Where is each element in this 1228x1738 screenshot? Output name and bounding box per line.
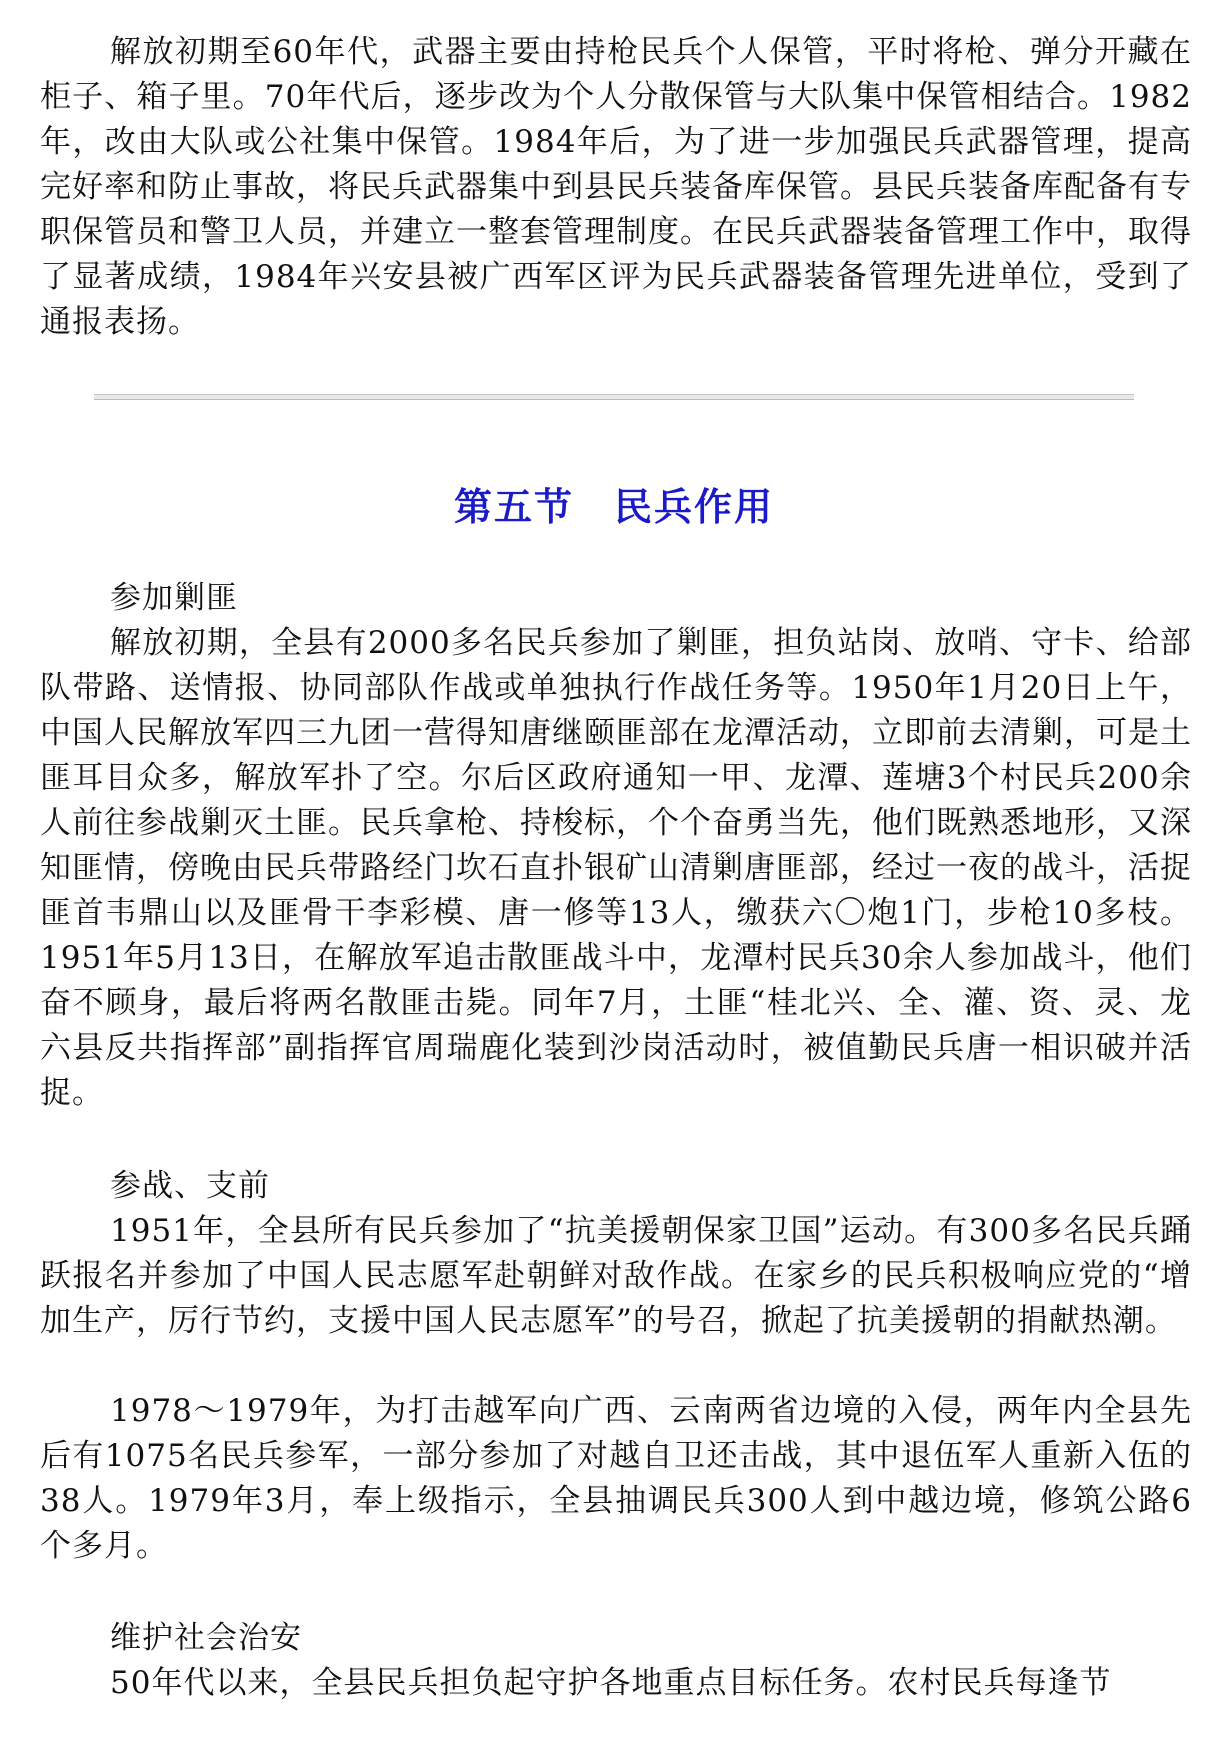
paragraph-public-security: 50年代以来，全县民兵担负起守护各地重点目标任务。农村民兵每逢节: [110, 1665, 1112, 1701]
subheading-public-security: 维护社会治安: [110, 1620, 302, 1656]
paragraph-border-war: 1978～1979年，为打击越军向广西、云南两省边境的入侵，两年内全县先后有1075名民兵参军，一部分参加了对越自卫还击战，其中退伍军人重新入伍的38人。1979年3月，奉上级指示，全县抽调民兵300人到中越边境，修筑公路6个多月。: [40, 1393, 1192, 1564]
subheading-war-support: 参战、支前: [110, 1168, 270, 1204]
paragraph-korean-war: 1951年，全县所有民兵参加了“抗美援朝保家卫国”运动。有300多名民兵踊跃报名并参加了中国人民志愿军赴朝鲜对敌作战。在家乡的民兵积极响应党的“增加生产，厉行节约，支援中国人民志愿军”的号召，掀起了抗美援朝的捐献热潮。: [40, 1213, 1192, 1339]
subheading-bandit-suppression: 参加剿匪: [110, 580, 238, 616]
section-divider: [94, 394, 1134, 400]
section-title: 第五节 民兵作用: [453, 484, 774, 529]
paragraph-bandit-suppression: 解放初期，全县有2000多名民兵参加了剿匪，担负站岗、放哨、守卡、给部队带路、送情报、协同部队作战或单独执行作战任务等。1950年1月20日上午，中国人民解放军四三九团一营得知唐继颐匪部在龙潭活动，立即前去清剿，可是土匪耳目众多，解放军扑了空。尔后区政府通知一甲、龙潭、莲塘3个村民兵200余人前往参战剿灭土匪。民兵拿枪、持梭标，个个奋勇当先，他们既熟悉地形，又深知匪情，傍晚由民兵带路经门坎石直扑银矿山清剿唐匪部，经过一夜的战斗，活捉匪首韦鼎山以及匪骨干李彩模、唐一修等13人，缴获六〇炮1门，步枪10多枝。1951年5月13日，在解放军追击散匪战斗中，龙潭村民兵30余人参加战斗，他们奋不顾身，最后将两名散匪击毙。同年7月，土匪“桂北兴、全、灌、资、灵、龙六县反共指挥部”副指挥官周瑞鹿化装到沙岗活动时，被值勤民兵唐一相识破并活捉。: [40, 625, 1192, 1111]
paragraph-weapons-storage: 解放初期至60年代，武器主要由持枪民兵个人保管，平时将枪、弹分开藏在柜子、箱子里。70年代后，逐步改为个人分散保管与大队集中保管相结合。1982年，改由大队或公社集中保管。1984年后，为了进一步加强民兵武器管理，提高完好率和防止事故，将民兵武器集中到县民兵装备库保管。县民兵装备库配备有专职保管员和警卫人员，并建立一整套管理制度。在民兵武器装备管理工作中，取得了显著成绩，1984年兴安县被广西军区评为民兵武器装备管理先进单位，受到了通报表扬。: [40, 34, 1192, 340]
